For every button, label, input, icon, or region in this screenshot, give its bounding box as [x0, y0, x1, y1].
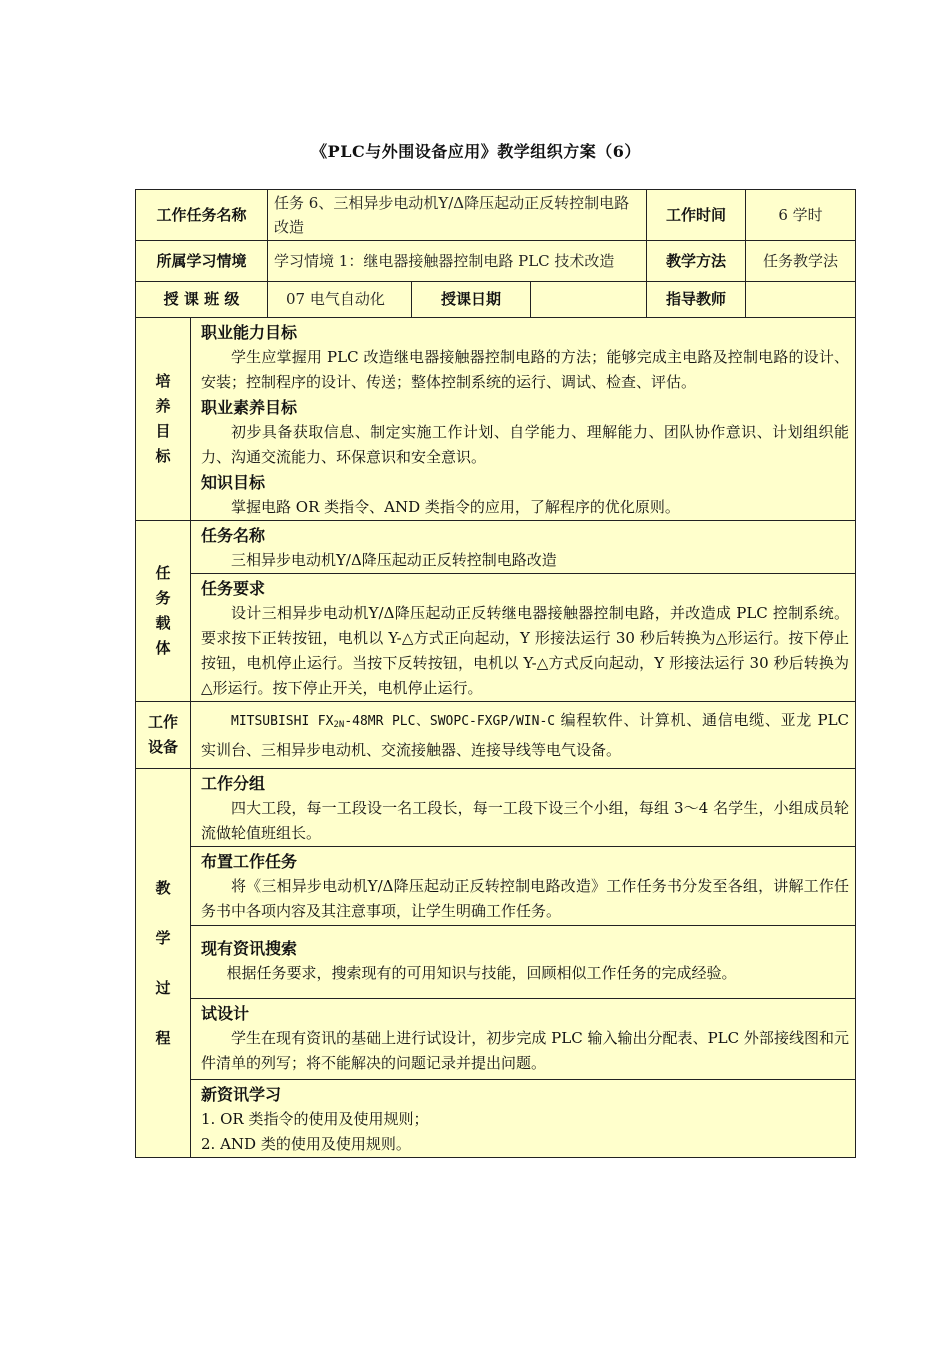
carrier-name-section [191, 521, 856, 574]
row-carrier-name [136, 521, 856, 574]
row-process-search [136, 926, 856, 999]
search-title: 现有资讯搜索 [201, 939, 298, 958]
assign-title: 布置工作任务 [201, 852, 298, 871]
date-label: 授课日期 [412, 282, 531, 318]
knowledge-title: 知识目标 [201, 473, 266, 492]
trial-title: 试设计 [201, 1004, 250, 1023]
trial-text: 学生在现有资讯的基础上进行试设计，初步完成 PLC 输入输出分配表、PLC 外部接线图和元件清单的列写；将不能解决的问题记录并提出问题。 [201, 1029, 850, 1072]
equipment-side-label: 工作 设备 [136, 702, 191, 769]
row-process-trial [136, 999, 856, 1080]
new-item-2: 2. AND 类的使用及使用规则。 [201, 1135, 411, 1153]
assign-text: 将《三相异步电动机Y/Δ降压起动正反转控制电路改造》工作任务书分发至各组，讲解工作任务书中各项内容及其注意事项，让学生明确工作任务。 [201, 877, 850, 920]
knowledge-text: 掌握电路 OR 类指令、AND 类指令的应用，了解程序的优化原则。 [231, 498, 680, 516]
process-assign-section [191, 847, 856, 926]
carrier-req-section [191, 574, 856, 702]
row-equipment [136, 702, 856, 769]
group-text: 四大工段，每一工段设一名工段长，每一工段下设三个小组，每组 3～4 名学生，小组成员轮流做轮值班组长。 [201, 799, 850, 842]
method-value: 任务教学法 [746, 241, 856, 282]
process-search-section [191, 926, 856, 999]
process-group-section [191, 769, 856, 847]
new-item-1: 1. OR 类指令的使用及使用规则； [201, 1110, 429, 1128]
page-title: 《PLC与外围设备应用》教学组织方案（6） [311, 142, 641, 161]
row-task-name [136, 190, 856, 241]
group-title: 工作分组 [201, 774, 266, 793]
goals-side-label: 培 养 目 标 [136, 318, 191, 521]
process-side-label: 教 学 过 程 [136, 769, 191, 1158]
date-value [531, 282, 647, 318]
new-title: 新资讯学习 [201, 1085, 282, 1104]
row-goals [136, 318, 856, 521]
row-situation [136, 241, 856, 282]
work-time-label: 工作时间 [647, 190, 746, 241]
quality-text: 初步具备获取信息、制定实施工作计划、自学能力、理解能力、团队协作意识、计划组织能力、沟通交流能力、环保意识和安全意识。 [201, 423, 850, 466]
row-carrier-req [136, 574, 856, 702]
situation-value: 学习情境 1：继电器接触器控制电路 PLC 技术改造 [268, 241, 647, 282]
carrier-name-text: 三相异步电动机Y/Δ降压起动正反转控制电路改造 [231, 551, 557, 569]
teacher-value [746, 282, 856, 318]
task-name-label: 工作任务名称 [136, 190, 268, 241]
method-label: 教学方法 [647, 241, 746, 282]
carrier-req-title: 任务要求 [201, 579, 266, 598]
class-label: 授 课 班 级 [136, 282, 268, 318]
equipment-text: MITSUBISHI FX2N-48MR PLC、SWOPC-FXGP/WIN-C 编程软件、计算机、通信电缆、亚龙 PLC 实训台、三相异步电动机、交流接触器、连接导线等电气设备。 [201, 710, 850, 759]
situation-label: 所属学习情境 [136, 241, 268, 282]
row-process-assign [136, 847, 856, 926]
search-text: 根据任务要求，搜索现有的可用知识与技能，回顾相似工作任务的完成经验。 [226, 964, 737, 982]
task-name-value: 任务 6、三相异步电动机Y/Δ降压起动正反转控制电路改造 [268, 190, 647, 241]
row-class [136, 282, 856, 318]
row-process-new [136, 1080, 856, 1158]
plan-table [135, 189, 856, 1158]
goals-section [191, 318, 856, 521]
row-process-group [136, 769, 856, 847]
process-trial-section [191, 999, 856, 1080]
ability-text: 学生应掌握用 PLC 改造继电器接触器控制电路的方法；能够完成主电路及控制电路的设计、安装；控制程序的设计、传送；整体控制系统的运行、调试、检查、评估。 [201, 348, 850, 391]
carrier-name-title: 任务名称 [201, 526, 266, 545]
teacher-label: 指导教师 [647, 282, 746, 318]
work-time-value: 6 学时 [746, 190, 856, 241]
class-value: 07 电气自动化 [268, 282, 412, 318]
equipment-section [191, 702, 856, 769]
process-new-section [191, 1080, 856, 1158]
carrier-req-text: 设计三相异步电动机Y/Δ降压起动正反转继电器接触器控制电路，并改造成 PLC 控制系统。要求按下正转按钮，电机以 Y-△方式正向起动，Y 形接法运行 30 秒后转换为△形运行。按下停止按钮，电机停止运行。当按下反转按钮，电机以 Y-△方式反向起动，Y 形接法运行 30 秒后转换为△形运行。按下停止开关，电机停止运行。 [201, 604, 850, 697]
quality-title: 职业素养目标 [201, 398, 298, 417]
carrier-side-label: 任 务 载 体 [136, 521, 191, 702]
ability-title: 职业能力目标 [201, 323, 298, 342]
